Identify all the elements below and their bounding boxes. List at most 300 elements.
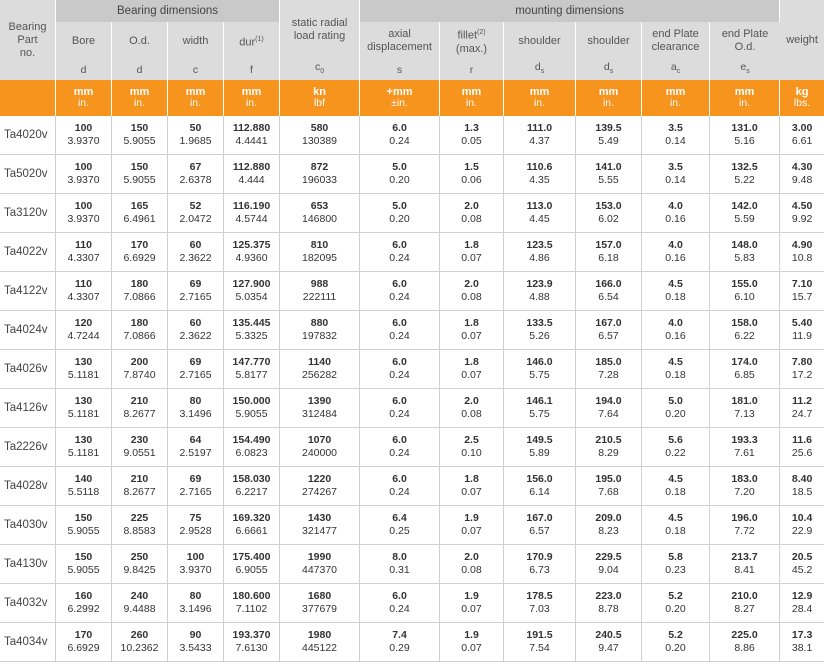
table-row (0, 623, 824, 662)
metric-value: 80 (189, 395, 202, 407)
value-cell (780, 545, 824, 584)
value-cell (280, 428, 360, 467)
value-cell (504, 350, 576, 389)
bore-symbol: d (56, 60, 112, 80)
metric-value: 6.0 (392, 356, 407, 368)
fillet-footnote: (2) (477, 29, 486, 37)
value-cell (112, 428, 168, 467)
imperial-value: 8.41 (734, 564, 755, 576)
fillet-max-label: (max.) (455, 42, 488, 55)
table-row (0, 584, 824, 623)
metric-value: 5.40 (791, 317, 813, 329)
imperial-value: 4.35 (529, 174, 550, 186)
imperial-value: 5.8177 (235, 369, 268, 381)
imperial-value: 9.47 (598, 642, 619, 654)
metric-value: 17.3 (791, 629, 813, 641)
metric-value: 146.0 (526, 356, 553, 368)
value-cell (440, 506, 504, 545)
imperial-value: 4.5744 (235, 213, 268, 225)
imperial-value: 0.08 (461, 408, 482, 420)
width-symbol: c (168, 60, 224, 80)
imperial-value: 10.8 (791, 252, 813, 264)
weight-header: weight (780, 0, 824, 80)
value-cell (360, 350, 440, 389)
value-cell (280, 584, 360, 623)
value-cell (780, 155, 824, 194)
imperial-value: 2.3622 (179, 330, 212, 342)
metric-value: 130 (74, 356, 93, 368)
static-symbol (280, 60, 360, 80)
imperial-value: 4.9360 (235, 252, 268, 264)
value-cell (360, 116, 440, 155)
metric-value: 100 (74, 161, 93, 173)
metric-value: 196.0 (731, 512, 758, 524)
value-cell (780, 428, 824, 467)
metric-value: 69 (189, 473, 202, 485)
imperial-value: 5.75 (529, 369, 550, 381)
metric-value: 5.8 (668, 551, 683, 563)
imperial-value: 7.1102 (235, 603, 268, 615)
imperial-value: 4.7244 (67, 330, 100, 342)
value-cell (112, 350, 168, 389)
imperial-value: 0.07 (461, 642, 482, 654)
imperial-value: 5.1181 (67, 369, 100, 381)
imperial-value: 2.6378 (179, 174, 212, 186)
metric-value: 872 (310, 161, 329, 173)
metric-value: 1430 (307, 512, 332, 524)
value-cell (56, 428, 112, 467)
value-cell (642, 584, 710, 623)
imperial-value: 10.2362 (120, 642, 159, 654)
metric-value: 155.0 (731, 278, 758, 290)
metric-value: 1390 (307, 395, 332, 407)
imperial-value: 240000 (301, 447, 338, 459)
part-number-cell: Ta3120v (0, 194, 56, 233)
metric-value: 150.000 (232, 395, 271, 407)
imperial-value: 5.49 (598, 135, 619, 147)
part-number-cell: Ta4130v (0, 545, 56, 584)
imperial-value: 4.88 (529, 291, 550, 303)
value-cell (780, 311, 824, 350)
imperial-value: 6.4961 (123, 213, 156, 225)
unit-imperial: in. (77, 97, 90, 109)
metric-value: 7.10 (791, 278, 813, 290)
imperial-value: 5.16 (734, 135, 755, 147)
value-cell (780, 467, 824, 506)
metric-value: 4.5 (668, 278, 683, 290)
value-cell (642, 155, 710, 194)
imperial-value: 0.20 (665, 408, 686, 420)
metric-value: 1.8 (464, 473, 479, 485)
imperial-value: 3.9370 (67, 213, 100, 225)
value-cell (440, 545, 504, 584)
value-cell (360, 155, 440, 194)
value-cell (112, 233, 168, 272)
value-cell (440, 155, 504, 194)
metric-value: 69 (189, 278, 202, 290)
imperial-value: 1.9685 (179, 135, 212, 147)
metric-value: 139.5 (595, 122, 622, 134)
value-cell (360, 311, 440, 350)
value-cell (56, 233, 112, 272)
metric-value: 3.00 (791, 122, 813, 134)
end-plate-clearance-symbol-a: a (670, 61, 677, 74)
value-cell (280, 467, 360, 506)
metric-value: 8.0 (392, 551, 407, 563)
imperial-value: 447370 (301, 564, 338, 576)
imperial-value: 2.9528 (179, 525, 212, 537)
imperial-value: 6.73 (529, 564, 550, 576)
value-cell (224, 506, 280, 545)
metric-value: 1980 (307, 629, 332, 641)
metric-value: 75 (189, 512, 202, 524)
metric-value: 69 (189, 356, 202, 368)
metric-value: 150 (74, 551, 93, 563)
metric-value: 4.5 (668, 356, 683, 368)
value-cell (280, 623, 360, 662)
metric-value: 132.5 (731, 161, 758, 173)
unit-metric: mm (598, 86, 619, 98)
value-cell (504, 467, 576, 506)
metric-value: 195.0 (595, 473, 622, 485)
imperial-value: 2.3622 (179, 252, 212, 264)
metric-value: 180 (130, 278, 149, 290)
value-cell (710, 623, 780, 662)
metric-value: 810 (310, 239, 329, 251)
metric-value: 52 (189, 200, 202, 212)
metric-value: 4.0 (668, 317, 683, 329)
metric-value: 158.0 (731, 317, 758, 329)
imperial-value: 3.9370 (67, 135, 100, 147)
value-cell (280, 194, 360, 233)
imperial-value: 8.23 (598, 525, 619, 537)
value-cell (360, 506, 440, 545)
imperial-value: 9.92 (791, 213, 813, 225)
table-row (0, 311, 824, 350)
value-cell (440, 584, 504, 623)
value-cell (112, 545, 168, 584)
metric-value: 1140 (308, 356, 331, 368)
unit-metric: kn (313, 86, 326, 98)
axial-header (360, 22, 440, 60)
metric-value: 141.0 (595, 161, 622, 173)
value-cell (280, 389, 360, 428)
value-cell (642, 311, 710, 350)
shoulder2-symbol-sub: s (609, 68, 614, 76)
metric-value: 230 (130, 434, 149, 446)
metric-value: 113.0 (526, 200, 553, 212)
metric-value: 130 (74, 434, 93, 446)
value-cell (56, 389, 112, 428)
unit-imperial: in. (669, 97, 682, 109)
imperial-value: 45.2 (791, 564, 813, 576)
imperial-value: 3.1496 (179, 408, 212, 420)
fillet-symbol: r (440, 60, 504, 80)
value-cell (56, 545, 112, 584)
unit-metric: mm (665, 86, 686, 98)
metric-value: 225 (130, 512, 149, 524)
part-number-cell: Ta4022v (0, 233, 56, 272)
value-cell (576, 350, 642, 389)
axial-label: axial displacement (367, 28, 432, 53)
part-number-cell: Ta4032v (0, 584, 56, 623)
dur-label: dur (239, 36, 256, 49)
imperial-value: 38.1 (791, 642, 813, 654)
part-number-cell: Ta4126v (0, 389, 56, 428)
units-cell (224, 80, 280, 116)
units-cell (0, 80, 56, 116)
value-cell (710, 272, 780, 311)
end-plate-clearance-symbol (642, 60, 710, 80)
metric-value: 12.9 (791, 590, 813, 602)
metric-value: 4.90 (791, 239, 813, 251)
imperial-value: 445122 (301, 642, 338, 654)
metric-value: 11.6 (792, 434, 813, 446)
value-cell (504, 623, 576, 662)
imperial-value: 0.16 (665, 252, 686, 264)
units-cell (780, 80, 824, 116)
part-number-cell: Ta4034v (0, 623, 56, 662)
part-number-cell: Ta4122v (0, 272, 56, 311)
metric-value: 191.5 (526, 629, 553, 641)
imperial-value: 8.29 (598, 447, 619, 459)
metric-value: 174.0 (731, 356, 758, 368)
imperial-value: 0.10 (461, 447, 482, 459)
value-cell (56, 311, 112, 350)
imperial-value: 0.24 (389, 408, 410, 420)
imperial-value: 8.78 (598, 603, 619, 615)
metric-value: 260 (130, 629, 149, 641)
imperial-value: 17.2 (791, 369, 813, 381)
metric-value: 167.0 (595, 317, 622, 329)
metric-value: 4.0 (668, 200, 683, 212)
value-cell (642, 545, 710, 584)
value-cell (360, 467, 440, 506)
imperial-value: 6.0823 (235, 447, 268, 459)
imperial-value: 256282 (301, 369, 338, 381)
dur-symbol: f (224, 60, 280, 80)
imperial-value: 0.24 (389, 447, 410, 459)
value-cell (112, 272, 168, 311)
metric-value: 181.0 (731, 395, 758, 407)
table-row (0, 194, 824, 233)
imperial-value: 7.0866 (123, 291, 156, 303)
value-cell (710, 116, 780, 155)
metric-value: 223.0 (595, 590, 622, 602)
value-cell (168, 506, 224, 545)
value-cell (440, 311, 504, 350)
imperial-value: 6.14 (529, 486, 550, 498)
value-cell (576, 155, 642, 194)
metric-value: 880 (310, 317, 329, 329)
imperial-value: 5.0354 (235, 291, 268, 303)
metric-value: 140 (74, 473, 93, 485)
units-cell (280, 80, 360, 116)
part-number-cell: Ta2226v (0, 428, 56, 467)
imperial-value: 2.0472 (179, 213, 212, 225)
imperial-value: 7.20 (734, 486, 755, 498)
value-cell (440, 623, 504, 662)
metric-value: 20.5 (791, 551, 813, 563)
imperial-value: 5.83 (734, 252, 755, 264)
metric-value: 2.0 (464, 200, 479, 212)
metric-value: 2.0 (464, 395, 479, 407)
imperial-value: 5.9055 (67, 564, 100, 576)
metric-value: 229.5 (595, 551, 622, 563)
units-cell (576, 80, 642, 116)
value-cell (780, 272, 824, 311)
metric-value: 4.5 (668, 512, 683, 524)
value-cell (642, 233, 710, 272)
value-cell (168, 389, 224, 428)
metric-value: 193.3 (731, 434, 758, 446)
value-cell (576, 623, 642, 662)
axial-symbol: s (360, 60, 440, 80)
imperial-value: 5.1181 (67, 447, 100, 459)
value-cell (576, 389, 642, 428)
metric-value: 80 (189, 590, 202, 602)
value-cell (360, 272, 440, 311)
metric-value: 194.0 (595, 395, 622, 407)
static-symbol-c: c (314, 61, 321, 74)
unit-imperial: in. (739, 97, 751, 109)
metric-value: 167.0 (526, 512, 553, 524)
imperial-value: 6.6661 (235, 525, 268, 537)
shoulder1-header: shoulder (504, 22, 576, 60)
value-cell (780, 506, 824, 545)
unit-metric: mm (241, 86, 262, 98)
imperial-value: 25.6 (791, 447, 813, 459)
od-header: O.d. (112, 22, 168, 60)
imperial-value: 0.24 (389, 603, 410, 615)
value-cell (56, 194, 112, 233)
value-cell (710, 194, 780, 233)
metric-value: 210 (130, 473, 149, 485)
value-cell (168, 467, 224, 506)
metric-value: 150 (130, 122, 149, 134)
value-cell (780, 233, 824, 272)
unit-metric: mm (461, 86, 482, 98)
value-cell (224, 623, 280, 662)
imperial-value: 0.24 (389, 369, 410, 381)
metric-value: 1.5 (464, 161, 479, 173)
value-cell (504, 428, 576, 467)
table-row (0, 272, 824, 311)
metric-value: 170 (74, 629, 93, 641)
imperial-value: 6.02 (598, 213, 619, 225)
value-cell (710, 506, 780, 545)
part-number-cell: Ta4028v (0, 467, 56, 506)
imperial-value: 7.61 (734, 447, 755, 459)
imperial-value: 5.9055 (123, 135, 156, 147)
metric-value: 210.5 (595, 434, 622, 446)
shoulder1-symbol-sub: s (540, 68, 545, 76)
imperial-value: 0.07 (461, 369, 482, 381)
value-cell (710, 350, 780, 389)
metric-value: 5.6 (668, 434, 683, 446)
imperial-value: 0.25 (389, 525, 410, 537)
metric-value: 112.880 (232, 161, 271, 173)
value-cell (642, 194, 710, 233)
table-row (0, 155, 824, 194)
metric-value: 100 (74, 200, 93, 212)
imperial-value: 5.75 (529, 408, 550, 420)
imperial-value: 2.7165 (179, 369, 212, 381)
value-cell (56, 506, 112, 545)
table-row (0, 233, 824, 272)
fillet-label: fillet (457, 29, 478, 42)
metric-value: 1.9 (464, 629, 479, 641)
value-cell (710, 428, 780, 467)
metric-value: 100 (74, 122, 93, 134)
imperial-value: 7.13 (734, 408, 755, 420)
imperial-value: 0.20 (389, 213, 410, 225)
metric-value: 116.190 (232, 200, 271, 212)
metric-value: 4.0 (668, 239, 683, 251)
imperial-value: 4.444 (238, 174, 265, 186)
table-row (0, 389, 824, 428)
imperial-value: 0.24 (389, 252, 410, 264)
metric-value: 183.0 (731, 473, 758, 485)
metric-value: 2.0 (464, 278, 479, 290)
imperial-value: 7.68 (598, 486, 619, 498)
unit-metric: mm (734, 86, 755, 98)
value-cell (224, 272, 280, 311)
metric-value: 10.4 (791, 512, 813, 524)
imperial-value: 0.18 (665, 525, 686, 537)
value-cell (168, 155, 224, 194)
metric-value: 180 (130, 317, 149, 329)
static-radial-header (280, 0, 360, 60)
end-plate-od-symbol (710, 60, 780, 80)
imperial-value: 146800 (301, 213, 338, 225)
value-cell (360, 428, 440, 467)
value-cell (710, 545, 780, 584)
metric-value: 5.2 (668, 590, 683, 602)
shoulder2-symbol-d: d (603, 61, 610, 74)
metric-value: 154.490 (232, 434, 271, 446)
imperial-value: 0.18 (665, 369, 686, 381)
imperial-value: 0.08 (461, 564, 482, 576)
unit-metric: mm (129, 86, 150, 98)
value-cell (440, 467, 504, 506)
imperial-value: 7.64 (598, 408, 619, 420)
imperial-value: 6.61 (791, 135, 813, 147)
end-plate-clearance-symbol-sub: c (676, 68, 681, 76)
value-cell (112, 389, 168, 428)
value-cell (168, 584, 224, 623)
value-cell (440, 194, 504, 233)
unit-imperial: in. (533, 97, 546, 109)
value-cell (504, 311, 576, 350)
imperial-value: 0.20 (389, 174, 410, 186)
bearing-dimensions-header: Bearing dimensions (56, 0, 280, 22)
imperial-value: 0.20 (665, 642, 686, 654)
metric-value: 3.5 (668, 161, 683, 173)
metric-value: 8.40 (791, 473, 813, 485)
end-plate-clearance-label: end Plate clearance (651, 28, 700, 53)
static-symbol-sub: 0 (320, 68, 325, 76)
value-cell (56, 155, 112, 194)
imperial-value: 7.6130 (235, 642, 268, 654)
unit-imperial: in. (245, 97, 258, 109)
value-cell (504, 272, 576, 311)
imperial-value: 197832 (301, 330, 338, 342)
imperial-value: 0.24 (389, 330, 410, 342)
imperial-value: 9.8425 (123, 564, 156, 576)
value-cell (224, 584, 280, 623)
metric-value: 166.0 (595, 278, 622, 290)
